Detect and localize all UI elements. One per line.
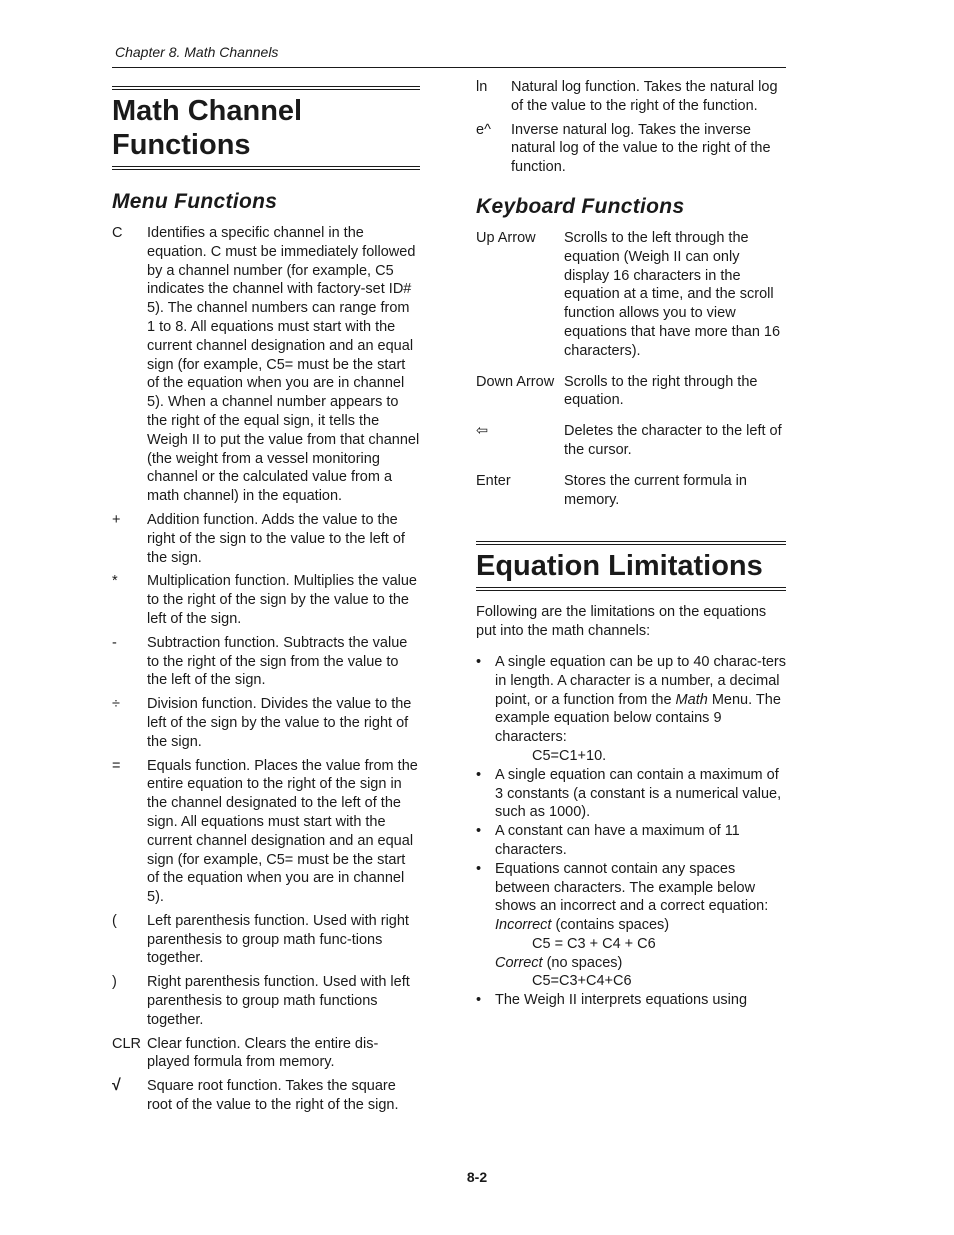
function-symbol: C [112, 225, 123, 241]
function-description: Addition function. Adds the value to the right of the sign to the value to the left of the sign. [147, 511, 405, 566]
function-description: Right parenthesis function. Used with left parenthesis to group math functions together. [147, 974, 410, 1028]
key-item-backspace [476, 422, 786, 460]
key-item-enter [476, 472, 786, 510]
function-description: Square root function. Takes the square root of the value to the right of the sign. [147, 1078, 399, 1114]
function-item-plus [112, 511, 420, 567]
function-item-right-paren [112, 973, 420, 1029]
bullet-icon: • [476, 823, 482, 840]
bullet-icon: • [476, 860, 482, 877]
function-symbol: = [112, 757, 121, 774]
incorrect-equation: C5 = C3 + C4 + C6 [532, 935, 656, 952]
correct-equation: C5=C3+C4+C6 [532, 973, 632, 990]
function-description: Inverse natural log. Takes the inverse natural log of the value to the right of the function. [511, 121, 771, 176]
function-symbol: ) [112, 974, 117, 991]
function-item-equals [112, 757, 420, 907]
header-rule [112, 67, 786, 68]
function-item-sqrt [112, 1077, 420, 1115]
function-description: Identifies a specific channel in the equation. C must be immediately followed by a channel number (for example, C5 indicates the channel with factory-set ID# 5). The channel numbers can range from 1 to 8. All equations must start with the current channel designation and an equal sign (for example, C5= must be the start of the equation when you are in channel 5). When a channel number appears to the right of the equal sign, it tells the Weigh II to put the value from that channel (the weight from a vessel monitoring channel or the calculated value from a math channel) in the equation. [147, 225, 420, 505]
list-item [476, 822, 786, 860]
function-description: Division function. Divides the value to the left of the sign by the value to the right of the sign. [147, 696, 412, 750]
key-label: Enter [476, 472, 511, 489]
function-symbol: * [112, 573, 118, 590]
bullet-text [495, 653, 786, 766]
list-item [476, 991, 786, 1010]
key-description: Scrolls to the right through the equation. [564, 373, 758, 409]
square-root-icon: √ [112, 1077, 121, 1095]
function-description: Left parenthesis function. Used with right parenthesis to group math func-tions together. [147, 912, 409, 967]
bullet-text-part: Equations cannot contain any spaces between characters. The example below shows an incorrect and a correct equation: [495, 860, 769, 915]
key-description: Stores the current formula in memory. [564, 472, 747, 508]
function-item-minus [112, 634, 420, 690]
function-item-c [112, 224, 420, 506]
example-equation: C5=C1+10. [532, 747, 607, 764]
function-item-clr [112, 1035, 420, 1073]
key-description: Scrolls to the left through the equation (Weigh II can only display 16 characters in the equation at a time, and the scroll function allows you to view equations that have more than 16 characters). [564, 229, 781, 359]
function-symbol: CLR [112, 1035, 142, 1052]
list-item [476, 653, 786, 766]
bullet-text-part: Menu. The example equation below contains 9 characters: [495, 691, 781, 746]
key-item-up-arrow [476, 229, 786, 361]
key-item-down-arrow [476, 373, 786, 411]
key-description: Deletes the character to the left of the cursor. [564, 423, 782, 458]
function-symbol: ÷ [112, 696, 120, 713]
function-symbol: ( [112, 912, 117, 929]
function-item-divide [112, 695, 420, 751]
key-label: Down Arrow [476, 373, 555, 390]
title-line-2: Functions [112, 129, 251, 161]
incorrect-note: (contains spaces) [551, 917, 670, 934]
title-line-1: Math Channel [112, 95, 303, 127]
bullet-text: The Weigh II interprets equations using [495, 992, 748, 1009]
function-symbol: e^ [476, 121, 491, 138]
backspace-arrow-icon: ⇦ [476, 423, 489, 440]
bullet-icon: • [476, 992, 482, 1009]
function-item-multiply [112, 572, 420, 628]
bullet-emphasis: Math [675, 691, 708, 708]
function-symbol: + [112, 511, 121, 528]
right-column [476, 78, 786, 1010]
correct-label: Correct [495, 954, 543, 971]
limitations-list [476, 653, 786, 1010]
incorrect-label: Incorrect [495, 917, 552, 934]
bullet-icon: • [476, 766, 482, 783]
keyboard-functions-heading: Keyboard Functions [476, 194, 685, 218]
menu-functions-heading: Menu Functions [112, 190, 278, 213]
function-description: Clear function. Clears the entire dis-played formula from memory. [147, 1035, 379, 1071]
bullet-icon: • [476, 653, 482, 670]
list-item [476, 766, 786, 822]
function-item-exp [476, 121, 786, 177]
key-label: Up Arrow [476, 229, 536, 246]
page-number: 8-2 [466, 1169, 488, 1185]
bullet-text-part: A single equation can be up to 40 charac-ters in length. A character is a number, a decimal point, or a function from the [495, 653, 786, 708]
function-description: Subtraction function. Subtracts the value to the right of the sign from the value to the left of the sign. [147, 634, 408, 689]
list-item [476, 860, 786, 992]
chapter-header: Chapter 8. Math Channels [115, 44, 279, 60]
function-symbol: - [112, 634, 117, 651]
bullet-text: A single equation can contain a maximum of 3 constants (a constant is a numerical value, such as 1000). [495, 766, 782, 821]
bullet-text [495, 860, 786, 992]
function-description: Natural log function. Takes the natural log of the value to the right of the function. [511, 79, 778, 114]
function-symbol: ln [476, 79, 488, 95]
function-item-left-paren [112, 912, 420, 968]
correct-note: (no spaces) [542, 954, 623, 971]
function-description: Multiplication function. Multiplies the value to the right of the sign by the value to the left of the sign. [147, 573, 417, 627]
equation-limitations-title: Equation Limitations [476, 541, 786, 591]
left-column [112, 86, 420, 1120]
bullet-text: A constant can have a maximum of 11 characters. [495, 823, 740, 858]
function-item-ln [476, 78, 786, 116]
limitations-intro: Following are the limitations on the equations put into the math channels: [476, 604, 767, 640]
math-channel-functions-title [112, 86, 420, 170]
function-description: Equals function. Places the value from the entire equation to the right of the sign in the channel designated to the left of the sign. All equations must start with the current channel designation and an equal sign (for example, C5= must be the start of the equation when you are in channel 5). [147, 757, 418, 906]
